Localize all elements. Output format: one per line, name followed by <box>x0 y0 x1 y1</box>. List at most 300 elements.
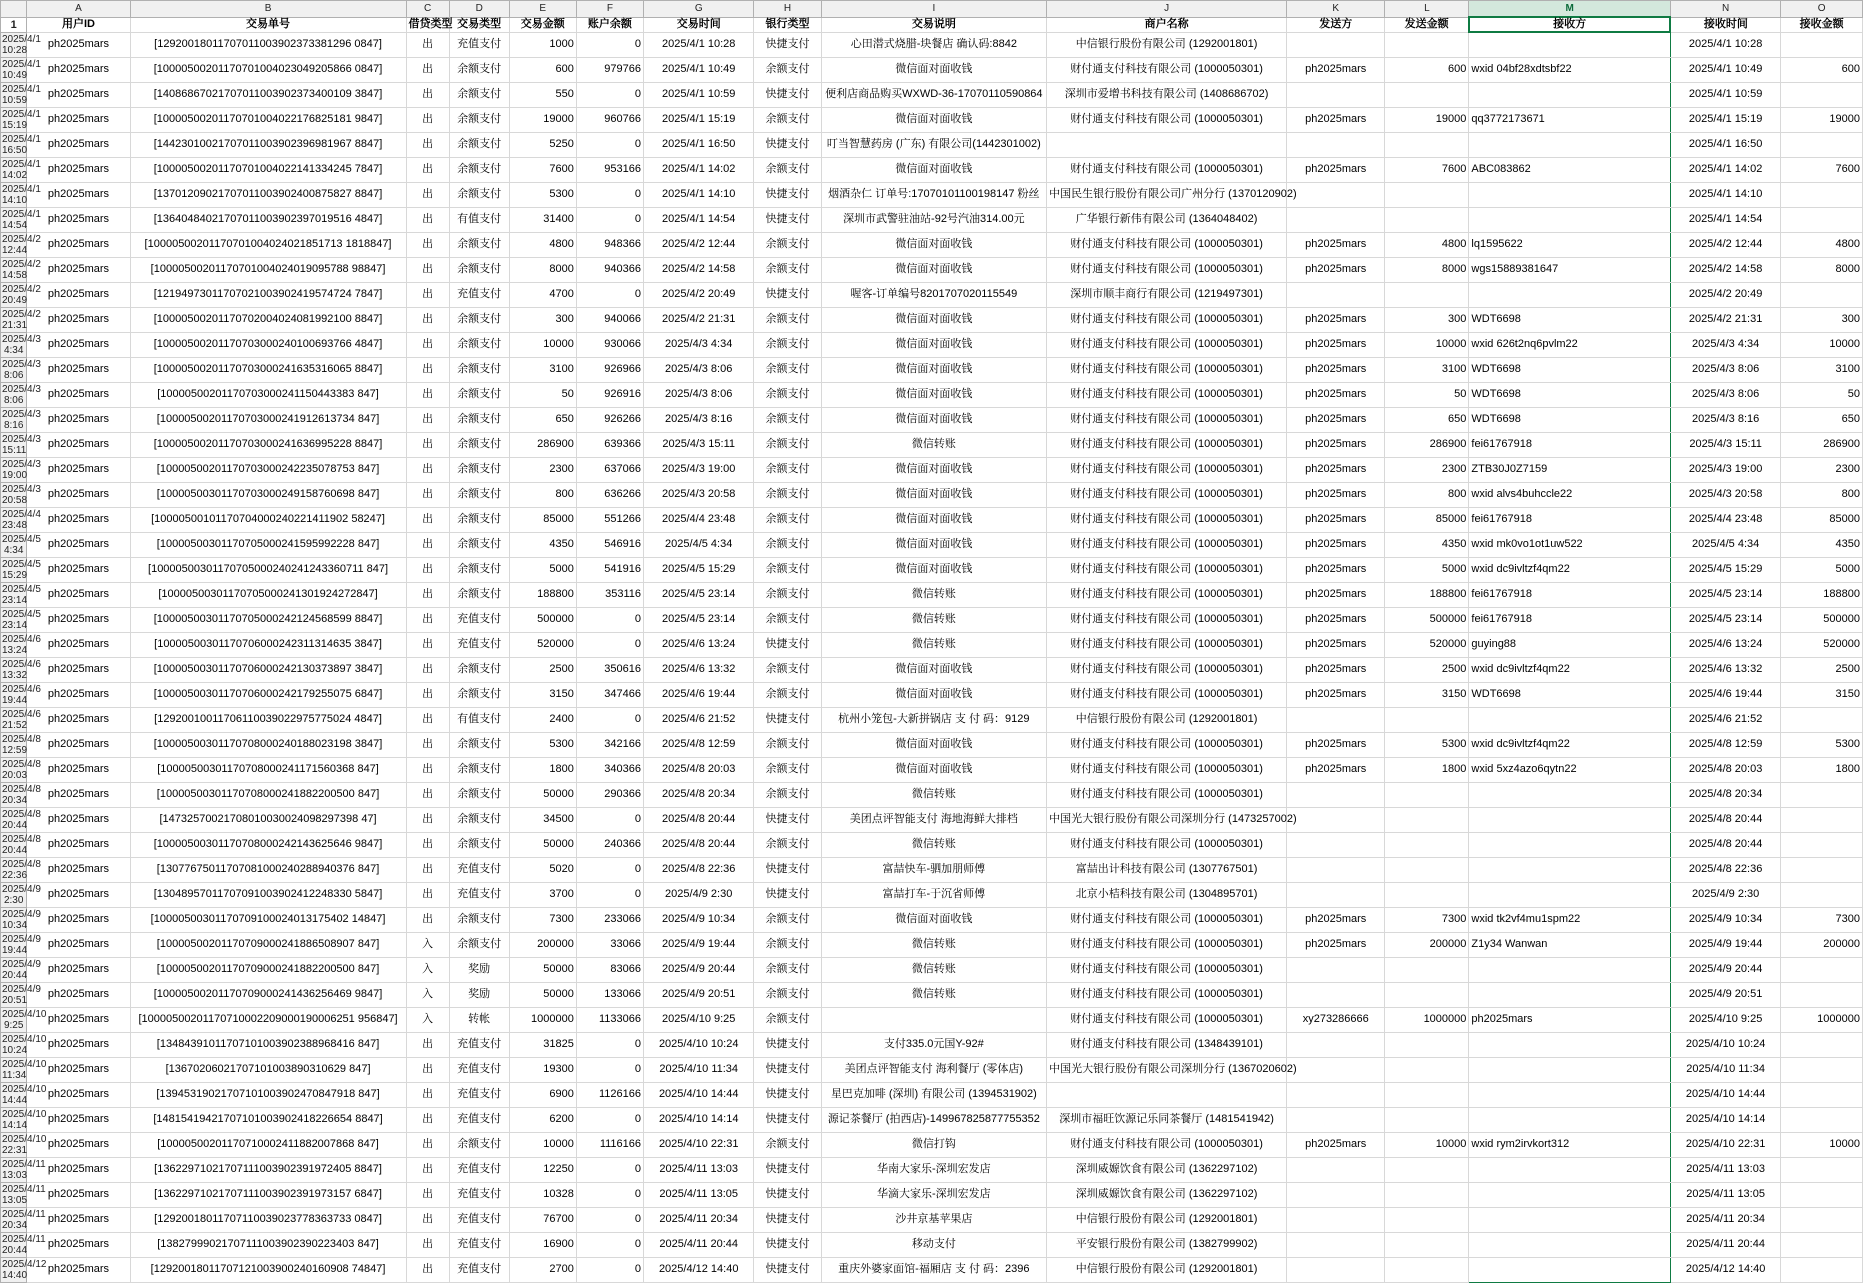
cell-M2025/4/11 13:03[interactable] <box>1469 1157 1671 1182</box>
cell-G2025/4/1 16:50[interactable]: 2025/4/1 16:50 <box>644 132 754 157</box>
cell-E2025/4/11 20:44[interactable]: 16900 <box>509 1232 576 1257</box>
cell-A2025/4/8 12:59[interactable]: ph2025mars <box>27 732 130 757</box>
cell-A2025/4/4 23:48[interactable]: ph2025mars <box>27 507 130 532</box>
cell-I2025/4/9 19:44[interactable]: 微信转账 <box>821 932 1047 957</box>
cell-D2025/4/10 9:25[interactable]: 转帐 <box>449 1007 509 1032</box>
table-row[interactable] <box>1 557 1863 582</box>
table-row[interactable] <box>1 1257 1863 1282</box>
cell-A2025/4/1 14:10[interactable]: ph2025mars <box>27 182 130 207</box>
cell-J2025/4/3 20:58[interactable]: 财付通支付科技有限公司 (1000050301) <box>1047 482 1287 507</box>
cell-B2025/4/5 23:14[interactable]: [10000500301170705000241301924272847] <box>130 582 406 607</box>
cell-G2025/4/9 20:51[interactable]: 2025/4/9 20:51 <box>644 982 754 1007</box>
cell-J2025/4/9 19:44[interactable]: 财付通支付科技有限公司 (1000050301) <box>1047 932 1287 957</box>
cell-H2025/4/3 4:34[interactable]: 余额支付 <box>754 332 821 357</box>
cell-K2025/4/11 20:34[interactable] <box>1287 1207 1385 1232</box>
cell-J2025/4/2 14:58[interactable]: 财付通支付科技有限公司 (1000050301) <box>1047 257 1287 282</box>
cell-E2025/4/9 20:51[interactable]: 50000 <box>509 982 576 1007</box>
row-header-2025/4/3 8:06[interactable]: 2025/4/3 8:06 <box>2 383 41 406</box>
cell-M2025/4/12 14:40[interactable] <box>1469 1257 1671 1282</box>
cell-D2025/4/1 16:50[interactable]: 余额支付 <box>449 132 509 157</box>
table-row[interactable] <box>1 432 1863 457</box>
cell-C2025/4/10 9:25[interactable]: 入 <box>406 1007 449 1032</box>
cell-K2025/4/8 12:59[interactable]: ph2025mars <box>1287 732 1385 757</box>
cell-I2025/4/3 8:16[interactable]: 微信面对面收钱 <box>821 407 1047 432</box>
cell-I2025/4/9 2:30[interactable]: 富喆打车-于沉省师傅 <box>821 882 1047 907</box>
cell-N2025/4/8 22:36[interactable]: 2025/4/8 22:36 <box>1670 857 1780 882</box>
cell-J2025/4/1 14:02[interactable]: 财付通支付科技有限公司 (1000050301) <box>1047 157 1287 182</box>
cell-I2025/4/1 16:50[interactable]: 叮当智慧药房 (广东) 有限公司(1442301002) <box>821 132 1047 157</box>
cell-E2025/4/10 10:24[interactable]: 31825 <box>509 1032 576 1057</box>
cell-F2025/4/2 21:31[interactable]: 940066 <box>576 307 643 332</box>
row-header-2025/4/8 20:44[interactable]: 2025/4/8 20:44 <box>2 833 41 856</box>
cell-E2025/4/1 10:59[interactable]: 550 <box>509 82 576 107</box>
cell-K2025/4/4 23:48[interactable]: ph2025mars <box>1287 507 1385 532</box>
cell-H2025/4/1 10:49[interactable]: 余额支付 <box>754 57 821 82</box>
cell-C2025/4/2 14:58[interactable]: 出 <box>406 257 449 282</box>
cell-F2025/4/10 10:24[interactable]: 0 <box>576 1032 643 1057</box>
cell-K2025/4/3 8:06[interactable]: ph2025mars <box>1287 382 1385 407</box>
cell-O2025/4/9 19:44[interactable]: 200000 <box>1781 932 1863 957</box>
cell-G2025/4/1 10:59[interactable]: 2025/4/1 10:59 <box>644 82 754 107</box>
cell-G2025/4/11 20:44[interactable]: 2025/4/11 20:44 <box>644 1232 754 1257</box>
cell-N2025/4/3 8:16[interactable]: 2025/4/3 8:16 <box>1670 407 1780 432</box>
cell-F2025/4/1 10:28[interactable]: 0 <box>576 32 643 57</box>
cell-F2025/4/11 13:05[interactable]: 0 <box>576 1182 643 1207</box>
cell-G2025/4/1 10:28[interactable]: 2025/4/1 10:28 <box>644 32 754 57</box>
cell-J2025/4/10 14:44[interactable] <box>1047 1082 1287 1107</box>
cell-L2025/4/1 10:49[interactable]: 600 <box>1385 57 1469 82</box>
cell-L2025/4/6 13:24[interactable]: 520000 <box>1385 632 1469 657</box>
cell-E2025/4/10 9:25[interactable]: 1000000 <box>509 1007 576 1032</box>
cell-J2025/4/8 20:44[interactable]: 财付通支付科技有限公司 (1000050301) <box>1047 832 1287 857</box>
cell-B2025/4/1 10:28[interactable]: [12920018011707011003902373381296 0847] <box>130 32 406 57</box>
cell-H2025/4/1 14:54[interactable]: 快捷支付 <box>754 207 821 232</box>
table-row[interactable] <box>1 157 1863 182</box>
cell-L2025/4/10 14:44[interactable] <box>1385 1082 1469 1107</box>
cell-G2025/4/8 20:44[interactable]: 2025/4/8 20:44 <box>644 807 754 832</box>
table-row[interactable] <box>1 682 1863 707</box>
cell-N2025/4/1 10:59[interactable]: 2025/4/1 10:59 <box>1670 82 1780 107</box>
cell-E2025/4/9 19:44[interactable]: 200000 <box>509 932 576 957</box>
cell-J2025/4/3 15:11[interactable]: 财付通支付科技有限公司 (1000050301) <box>1047 432 1287 457</box>
cell-M2025/4/10 10:24[interactable] <box>1469 1032 1671 1057</box>
cell-N2025/4/5 15:29[interactable]: 2025/4/5 15:29 <box>1670 557 1780 582</box>
cell-J2025/4/1 10:59[interactable]: 深圳市爱增书科技有限公司 (1408686702) <box>1047 82 1287 107</box>
cell-G2025/4/1 10:49[interactable]: 2025/4/1 10:49 <box>644 57 754 82</box>
cell-K2025/4/1 15:19[interactable]: ph2025mars <box>1287 107 1385 132</box>
cell-F2025/4/5 23:14[interactable]: 0 <box>576 607 643 632</box>
cell-N2025/4/6 19:44[interactable]: 2025/4/6 19:44 <box>1670 682 1780 707</box>
cell-D2025/4/1 10:49[interactable]: 余额支付 <box>449 57 509 82</box>
cell-J2025/4/6 13:32[interactable]: 财付通支付科技有限公司 (1000050301) <box>1047 657 1287 682</box>
cell-K2025/4/9 20:44[interactable] <box>1287 957 1385 982</box>
row-header-2025/4/11 20:34[interactable]: 2025/4/11 20:34 <box>2 1208 46 1231</box>
cell-K2025/4/12 14:40[interactable] <box>1287 1257 1385 1282</box>
cell-N2025/4/10 10:24[interactable]: 2025/4/10 10:24 <box>1670 1032 1780 1057</box>
cell-M2025/4/9 10:34[interactable]: wxid tk2vf4mu1spm22 <box>1469 907 1671 932</box>
cell-H2025/4/6 13:32[interactable]: 余额支付 <box>754 657 821 682</box>
cell-B2025/4/5 4:34[interactable]: [10000500301170705000241595992228 847] <box>130 532 406 557</box>
column-header-m[interactable]: M <box>1469 1 1671 18</box>
cell-G2025/4/3 8:06[interactable]: 2025/4/3 8:06 <box>644 382 754 407</box>
cell-H2025/4/5 15:29[interactable]: 余额支付 <box>754 557 821 582</box>
cell-F2025/4/8 20:03[interactable]: 340366 <box>576 757 643 782</box>
cell-N2025/4/3 4:34[interactable]: 2025/4/3 4:34 <box>1670 332 1780 357</box>
cell-C2025/4/6 21:52[interactable]: 出 <box>406 707 449 732</box>
cell-B2025/4/1 14:02[interactable]: [10000500201170701004022141334245 7847] <box>130 157 406 182</box>
cell-G2025/4/6 13:24[interactable]: 2025/4/6 13:24 <box>644 632 754 657</box>
row-header-2025/4/1 14:10[interactable]: 2025/4/1 14:10 <box>2 183 41 206</box>
cell-H2025/4/9 2:30[interactable]: 快捷支付 <box>754 882 821 907</box>
cell-B2025/4/3 8:06[interactable]: [10000500201170703000241150443383 847] <box>130 382 406 407</box>
cell-O2025/4/2 14:58[interactable]: 8000 <box>1781 257 1863 282</box>
cell-M2025/4/11 20:44[interactable] <box>1469 1232 1671 1257</box>
cell-I2025/4/2 21:31[interactable]: 微信面对面收钱 <box>821 307 1047 332</box>
cell-A2025/4/1 14:54[interactable]: ph2025mars <box>27 207 130 232</box>
cell-B2025/4/6 19:44[interactable]: [10000500301170706000242179255075 6847] <box>130 682 406 707</box>
cell-J2025/4/9 10:34[interactable]: 财付通支付科技有限公司 (1000050301) <box>1047 907 1287 932</box>
cell-B2025/4/5 23:14[interactable]: [10000500301170705000242124568599 8847] <box>130 607 406 632</box>
cell-A2025/4/3 20:58[interactable]: ph2025mars <box>27 482 130 507</box>
row-header-2025/4/6 19:44[interactable]: 2025/4/6 19:44 <box>2 683 41 706</box>
cell-F2025/4/1 10:59[interactable]: 0 <box>576 82 643 107</box>
cell-A2025/4/6 13:32[interactable]: ph2025mars <box>27 657 130 682</box>
row-header-2025/4/11 20:44[interactable]: 2025/4/11 20:44 <box>2 1233 46 1256</box>
cell-A2025/4/2 21:31[interactable]: ph2025mars <box>27 307 130 332</box>
cell-M2025/4/1 10:59[interactable] <box>1469 82 1671 107</box>
cell-E2025/4/8 20:44[interactable]: 34500 <box>509 807 576 832</box>
cell-O2025/4/5 4:34[interactable]: 4350 <box>1781 532 1863 557</box>
cell-C2025/4/6 13:32[interactable]: 出 <box>406 657 449 682</box>
cell-B2025/4/3 4:34[interactable]: [10000500201170703000240100693766 4847] <box>130 332 406 357</box>
cell-K2025/4/1 14:02[interactable]: ph2025mars <box>1287 157 1385 182</box>
cell-C2025/4/11 20:34[interactable]: 出 <box>406 1207 449 1232</box>
cell-G2025/4/8 20:03[interactable]: 2025/4/8 20:03 <box>644 757 754 782</box>
cell-C2025/4/11 20:44[interactable]: 出 <box>406 1232 449 1257</box>
cell-N2025/4/1 16:50[interactable]: 2025/4/1 16:50 <box>1670 132 1780 157</box>
cell-A2025/4/11 13:05[interactable]: ph2025mars <box>27 1182 130 1207</box>
cell-O2025/4/5 15:29[interactable]: 5000 <box>1781 557 1863 582</box>
select-all-corner[interactable] <box>1 1 27 18</box>
cell-G2025/4/1 14:54[interactable]: 2025/4/1 14:54 <box>644 207 754 232</box>
row-header-2025/4/6 13:24[interactable]: 2025/4/6 13:24 <box>2 633 41 656</box>
cell-I2025/4/1 10:28[interactable]: 心田潜式烧腊-块餐店 确认码:8842 <box>821 32 1047 57</box>
cell-G2025/4/8 20:44[interactable]: 2025/4/8 20:44 <box>644 832 754 857</box>
cell-C2025/4/5 23:14[interactable]: 出 <box>406 582 449 607</box>
cell-C2025/4/1 10:28[interactable]: 出 <box>406 32 449 57</box>
cell-C2025/4/3 8:06[interactable]: 出 <box>406 357 449 382</box>
column-header-o[interactable]: O <box>1781 1 1863 18</box>
cell-K2025/4/6 13:24[interactable]: ph2025mars <box>1287 632 1385 657</box>
cell-E2025/4/10 14:44[interactable]: 6900 <box>509 1082 576 1107</box>
cell-K2025/4/2 14:58[interactable]: ph2025mars <box>1287 257 1385 282</box>
column-header-a[interactable]: A <box>27 1 130 18</box>
cell-N2025/4/10 11:34[interactable]: 2025/4/10 11:34 <box>1670 1057 1780 1082</box>
cell-H2025/4/11 13:05[interactable]: 快捷支付 <box>754 1182 821 1207</box>
cell-O2025/4/9 2:30[interactable] <box>1781 882 1863 907</box>
cell-A2025/4/11 20:34[interactable]: ph2025mars <box>27 1207 130 1232</box>
cell-G2025/4/3 20:58[interactable]: 2025/4/3 20:58 <box>644 482 754 507</box>
cell-A2025/4/6 19:44[interactable]: ph2025mars <box>27 682 130 707</box>
cell-K2025/4/3 19:00[interactable]: ph2025mars <box>1287 457 1385 482</box>
cell-B2025/4/8 20:34[interactable]: [10000500301170708000241882200500 847] <box>130 782 406 807</box>
cell-G2025/4/4 23:48[interactable]: 2025/4/4 23:48 <box>644 507 754 532</box>
cell-N2025/4/5 23:14[interactable]: 2025/4/5 23:14 <box>1670 607 1780 632</box>
cell-F2025/4/10 14:44[interactable]: 1126166 <box>576 1082 643 1107</box>
header-cell-f[interactable]: 账户余额 <box>576 17 643 32</box>
cell-D2025/4/1 14:54[interactable]: 有值支付 <box>449 207 509 232</box>
cell-D2025/4/9 2:30[interactable]: 充值支付 <box>449 882 509 907</box>
cell-D2025/4/8 22:36[interactable]: 充值支付 <box>449 857 509 882</box>
cell-K2025/4/1 10:28[interactable] <box>1287 32 1385 57</box>
cell-B2025/4/8 20:44[interactable]: [10000500301170708000242143625646 9847] <box>130 832 406 857</box>
cell-D2025/4/2 14:58[interactable]: 余额支付 <box>449 257 509 282</box>
cell-G2025/4/3 19:00[interactable]: 2025/4/3 19:00 <box>644 457 754 482</box>
cell-J2025/4/6 19:44[interactable]: 财付通支付科技有限公司 (1000050301) <box>1047 682 1287 707</box>
cell-M2025/4/1 14:54[interactable] <box>1469 207 1671 232</box>
row-header-2025/4/1 14:54[interactable]: 2025/4/1 14:54 <box>2 208 41 231</box>
cell-C2025/4/12 14:40[interactable]: 出 <box>406 1257 449 1282</box>
table-row[interactable] <box>1 1032 1863 1057</box>
column-header-c[interactable]: C <box>406 1 449 18</box>
cell-F2025/4/6 13:32[interactable]: 350616 <box>576 657 643 682</box>
cell-L2025/4/10 10:24[interactable] <box>1385 1032 1469 1057</box>
cell-D2025/4/1 10:59[interactable]: 余额支付 <box>449 82 509 107</box>
cell-H2025/4/9 19:44[interactable]: 余额支付 <box>754 932 821 957</box>
cell-H2025/4/8 20:03[interactable]: 余额支付 <box>754 757 821 782</box>
table-row[interactable] <box>1 832 1863 857</box>
table-row[interactable] <box>1 1082 1863 1107</box>
cell-A2025/4/10 14:44[interactable]: ph2025mars <box>27 1082 130 1107</box>
cell-B2025/4/1 16:50[interactable]: [14423010021707011003902396981967 8847] <box>130 132 406 157</box>
cell-E2025/4/5 23:14[interactable]: 500000 <box>509 607 576 632</box>
table-row[interactable] <box>1 782 1863 807</box>
cell-I2025/4/8 20:34[interactable]: 微信转账 <box>821 782 1047 807</box>
cell-F2025/4/2 12:44[interactable]: 948366 <box>576 232 643 257</box>
table-row[interactable] <box>1 307 1863 332</box>
cell-O2025/4/10 22:31[interactable]: 10000 <box>1781 1132 1863 1157</box>
cell-G2025/4/2 14:58[interactable]: 2025/4/2 14:58 <box>644 257 754 282</box>
cell-G2025/4/10 14:14[interactable]: 2025/4/10 14:14 <box>644 1107 754 1132</box>
cell-N2025/4/11 13:05[interactable]: 2025/4/11 13:05 <box>1670 1182 1780 1207</box>
table-row[interactable] <box>1 1157 1863 1182</box>
header-cell-m[interactable]: 接收方 <box>1469 17 1671 32</box>
cell-K2025/4/3 8:16[interactable]: ph2025mars <box>1287 407 1385 432</box>
cell-A2025/4/9 20:44[interactable]: ph2025mars <box>27 957 130 982</box>
cell-C2025/4/1 14:54[interactable]: 出 <box>406 207 449 232</box>
cell-K2025/4/3 20:58[interactable]: ph2025mars <box>1287 482 1385 507</box>
cell-J2025/4/9 2:30[interactable]: 北京小桔科技有限公司 (1304895701) <box>1047 882 1287 907</box>
table-row[interactable] <box>1 632 1863 657</box>
cell-E2025/4/9 20:44[interactable]: 50000 <box>509 957 576 982</box>
cell-K2025/4/3 4:34[interactable]: ph2025mars <box>1287 332 1385 357</box>
cell-N2025/4/10 22:31[interactable]: 2025/4/10 22:31 <box>1670 1132 1780 1157</box>
table-row[interactable] <box>1 482 1863 507</box>
cell-O2025/4/3 8:16[interactable]: 650 <box>1781 407 1863 432</box>
cell-B2025/4/1 10:59[interactable]: [14086867021707011003902373400109 3847] <box>130 82 406 107</box>
cell-M2025/4/6 13:24[interactable]: guying88 <box>1469 632 1671 657</box>
cell-O2025/4/5 23:14[interactable]: 188800 <box>1781 582 1863 607</box>
cell-C2025/4/8 12:59[interactable]: 出 <box>406 732 449 757</box>
header-cell-b[interactable]: 交易单号 <box>130 17 406 32</box>
cell-K2025/4/1 16:50[interactable] <box>1287 132 1385 157</box>
table-row[interactable] <box>1 707 1863 732</box>
cell-D2025/4/10 14:44[interactable]: 充值支付 <box>449 1082 509 1107</box>
cell-A2025/4/11 20:44[interactable]: ph2025mars <box>27 1232 130 1257</box>
cell-K2025/4/2 21:31[interactable]: ph2025mars <box>1287 307 1385 332</box>
cell-H2025/4/10 22:31[interactable]: 余额支付 <box>754 1132 821 1157</box>
cell-C2025/4/1 14:02[interactable]: 出 <box>406 157 449 182</box>
cell-G2025/4/1 14:02[interactable]: 2025/4/1 14:02 <box>644 157 754 182</box>
cell-E2025/4/10 14:14[interactable]: 6200 <box>509 1107 576 1132</box>
cell-L2025/4/4 23:48[interactable]: 85000 <box>1385 507 1469 532</box>
column-header-g[interactable]: G <box>644 1 754 18</box>
cell-N2025/4/8 12:59[interactable]: 2025/4/8 12:59 <box>1670 732 1780 757</box>
cell-M2025/4/3 4:34[interactable]: wxid 626t2nq6pvlm22 <box>1469 332 1671 357</box>
cell-D2025/4/3 8:06[interactable]: 余额支付 <box>449 382 509 407</box>
cell-L2025/4/3 19:00[interactable]: 2300 <box>1385 457 1469 482</box>
cell-L2025/4/6 13:32[interactable]: 2500 <box>1385 657 1469 682</box>
table-row[interactable] <box>1 232 1863 257</box>
cell-L2025/4/8 20:44[interactable] <box>1385 807 1469 832</box>
cell-O2025/4/1 10:49[interactable]: 600 <box>1781 57 1863 82</box>
row-header-2025/4/8 22:36[interactable]: 2025/4/8 22:36 <box>2 858 41 881</box>
cell-J2025/4/8 20:44[interactable]: 中国光大银行股份有限公司深圳分行 (1473257002) <box>1047 807 1287 832</box>
header-cell-h[interactable]: 银行类型 <box>754 17 821 32</box>
cell-F2025/4/3 20:58[interactable]: 636266 <box>576 482 643 507</box>
cell-M2025/4/5 15:29[interactable]: wxid dc9ivltzf4qm22 <box>1469 557 1671 582</box>
cell-A2025/4/9 19:44[interactable]: ph2025mars <box>27 932 130 957</box>
cell-L2025/4/8 20:44[interactable] <box>1385 832 1469 857</box>
cell-N2025/4/11 20:34[interactable]: 2025/4/11 20:34 <box>1670 1207 1780 1232</box>
cell-A2025/4/10 11:34[interactable]: ph2025mars <box>27 1057 130 1082</box>
cell-L2025/4/1 15:19[interactable]: 19000 <box>1385 107 1469 132</box>
cell-C2025/4/5 23:14[interactable]: 出 <box>406 607 449 632</box>
cell-B2025/4/11 20:44[interactable]: [13827999021707111003902390223403 847] <box>130 1232 406 1257</box>
row-header-2025/4/11 13:05[interactable]: 2025/4/11 13:05 <box>2 1183 46 1206</box>
cell-O2025/4/8 12:59[interactable]: 5300 <box>1781 732 1863 757</box>
row-header-2025/4/1 15:19[interactable]: 2025/4/1 15:19 <box>2 108 41 131</box>
cell-N2025/4/8 20:44[interactable]: 2025/4/8 20:44 <box>1670 807 1780 832</box>
cell-H2025/4/8 12:59[interactable]: 余额支付 <box>754 732 821 757</box>
cell-D2025/4/3 4:34[interactable]: 余额支付 <box>449 332 509 357</box>
cell-H2025/4/10 14:44[interactable]: 快捷支付 <box>754 1082 821 1107</box>
cell-B2025/4/10 14:44[interactable]: [13945319021707101003902470847918 847] <box>130 1082 406 1107</box>
cell-D2025/4/12 14:40[interactable]: 充值支付 <box>449 1257 509 1282</box>
cell-F2025/4/11 13:03[interactable]: 0 <box>576 1157 643 1182</box>
cell-M2025/4/5 23:14[interactable]: fei61767918 <box>1469 582 1671 607</box>
cell-D2025/4/1 14:10[interactable]: 余额支付 <box>449 182 509 207</box>
column-header-j[interactable]: J <box>1047 1 1287 18</box>
cell-G2025/4/5 23:14[interactable]: 2025/4/5 23:14 <box>644 582 754 607</box>
cell-J2025/4/4 23:48[interactable]: 财付通支付科技有限公司 (1000050301) <box>1047 507 1287 532</box>
cell-O2025/4/1 15:19[interactable]: 19000 <box>1781 107 1863 132</box>
cell-B2025/4/10 10:24[interactable]: [13484391011707101003902388968416 847] <box>130 1032 406 1057</box>
cell-K2025/4/8 20:44[interactable] <box>1287 832 1385 857</box>
row-header-2025/4/11 13:03[interactable]: 2025/4/11 13:03 <box>2 1158 46 1181</box>
cell-M2025/4/1 16:50[interactable] <box>1469 132 1671 157</box>
cell-I2025/4/2 20:49[interactable]: 喔客-订单编号8201707020115549 <box>821 282 1047 307</box>
cell-K2025/4/9 20:51[interactable] <box>1287 982 1385 1007</box>
cell-H2025/4/10 14:14[interactable]: 快捷支付 <box>754 1107 821 1132</box>
cell-H2025/4/4 23:48[interactable]: 余额支付 <box>754 507 821 532</box>
cell-F2025/4/1 16:50[interactable]: 0 <box>576 132 643 157</box>
row-header-2025/4/1 10:49[interactable]: 2025/4/1 10:49 <box>2 58 41 81</box>
cell-H2025/4/1 10:28[interactable]: 快捷支付 <box>754 32 821 57</box>
cell-F2025/4/8 20:44[interactable]: 240366 <box>576 832 643 857</box>
cell-E2025/4/2 14:58[interactable]: 8000 <box>509 257 576 282</box>
cell-B2025/4/11 13:05[interactable]: [13622971021707111003902391973157 6847] <box>130 1182 406 1207</box>
cell-A2025/4/3 19:00[interactable]: ph2025mars <box>27 457 130 482</box>
cell-O2025/4/5 23:14[interactable]: 500000 <box>1781 607 1863 632</box>
cell-D2025/4/5 23:14[interactable]: 充值支付 <box>449 607 509 632</box>
cell-F2025/4/1 15:19[interactable]: 960766 <box>576 107 643 132</box>
table-row[interactable] <box>1 1107 1863 1132</box>
cell-E2025/4/6 19:44[interactable]: 3150 <box>509 682 576 707</box>
cell-M2025/4/9 20:51[interactable] <box>1469 982 1671 1007</box>
cell-I2025/4/6 13:24[interactable]: 微信转账 <box>821 632 1047 657</box>
cell-N2025/4/12 14:40[interactable]: 2025/4/12 14:40 <box>1670 1257 1780 1282</box>
cell-I2025/4/8 20:44[interactable]: 美团点评智能支付 海地海鲜大排档 <box>821 807 1047 832</box>
cell-J2025/4/8 20:03[interactable]: 财付通支付科技有限公司 (1000050301) <box>1047 757 1287 782</box>
cell-A2025/4/8 22:36[interactable]: ph2025mars <box>27 857 130 882</box>
cell-A2025/4/10 10:24[interactable]: ph2025mars <box>27 1032 130 1057</box>
cell-O2025/4/1 14:54[interactable] <box>1781 207 1863 232</box>
cell-F2025/4/10 14:14[interactable]: 0 <box>576 1107 643 1132</box>
cell-M2025/4/3 19:00[interactable]: ZTB30J0Z7159 <box>1469 457 1671 482</box>
cell-K2025/4/5 23:14[interactable]: ph2025mars <box>1287 607 1385 632</box>
cell-H2025/4/1 16:50[interactable]: 快捷支付 <box>754 132 821 157</box>
cell-G2025/4/6 19:44[interactable]: 2025/4/6 19:44 <box>644 682 754 707</box>
cell-C2025/4/9 2:30[interactable]: 出 <box>406 882 449 907</box>
cell-O2025/4/8 20:44[interactable] <box>1781 807 1863 832</box>
cell-O2025/4/3 8:06[interactable]: 3100 <box>1781 357 1863 382</box>
cell-K2025/4/10 10:24[interactable] <box>1287 1032 1385 1057</box>
cell-D2025/4/2 12:44[interactable]: 余额支付 <box>449 232 509 257</box>
cell-D2025/4/10 10:24[interactable]: 充值支付 <box>449 1032 509 1057</box>
table-row[interactable] <box>1 332 1863 357</box>
cell-A2025/4/10 9:25[interactable]: ph2025mars <box>27 1007 130 1032</box>
cell-F2025/4/3 8:06[interactable]: 926966 <box>576 357 643 382</box>
cell-B2025/4/5 15:29[interactable]: [10000500301170705000240241243360711 847] <box>130 557 406 582</box>
cell-H2025/4/6 21:52[interactable]: 快捷支付 <box>754 707 821 732</box>
cell-B2025/4/9 10:34[interactable]: [10000500301170709100024013175402 14847] <box>130 907 406 932</box>
cell-C2025/4/8 20:44[interactable]: 出 <box>406 807 449 832</box>
cell-C2025/4/10 10:24[interactable]: 出 <box>406 1032 449 1057</box>
cell-N2025/4/6 13:32[interactable]: 2025/4/6 13:32 <box>1670 657 1780 682</box>
cell-J2025/4/10 22:31[interactable]: 财付通支付科技有限公司 (1000050301) <box>1047 1132 1287 1157</box>
cell-E2025/4/8 20:03[interactable]: 1800 <box>509 757 576 782</box>
cell-M2025/4/3 20:58[interactable]: wxid alvs4buhccle22 <box>1469 482 1671 507</box>
row-header-2025/4/9 20:44[interactable]: 2025/4/9 20:44 <box>2 958 41 981</box>
cell-N2025/4/2 21:31[interactable]: 2025/4/2 21:31 <box>1670 307 1780 332</box>
cell-J2025/4/10 11:34[interactable]: 中国光大银行股份有限公司深圳分行 (1367020602) <box>1047 1057 1287 1082</box>
cell-E2025/4/11 13:03[interactable]: 12250 <box>509 1157 576 1182</box>
cell-N2025/4/3 8:06[interactable]: 2025/4/3 8:06 <box>1670 357 1780 382</box>
cell-J2025/4/2 20:49[interactable]: 深圳市顺丰商行有限公司 (1219497301) <box>1047 282 1287 307</box>
cell-L2025/4/9 10:34[interactable]: 7300 <box>1385 907 1469 932</box>
cell-I2025/4/1 15:19[interactable]: 微信面对面收钱 <box>821 107 1047 132</box>
cell-A2025/4/5 4:34[interactable]: ph2025mars <box>27 532 130 557</box>
cell-I2025/4/10 14:14[interactable]: 源记茶餐厅 (拍西店)-149967825877755352 <box>821 1107 1047 1132</box>
cell-N2025/4/1 14:54[interactable]: 2025/4/1 14:54 <box>1670 207 1780 232</box>
cell-M2025/4/2 14:58[interactable]: wgs15889381647 <box>1469 257 1671 282</box>
cell-E2025/4/8 20:34[interactable]: 50000 <box>509 782 576 807</box>
cell-J2025/4/3 8:06[interactable]: 财付通支付科技有限公司 (1000050301) <box>1047 382 1287 407</box>
cell-B2025/4/10 14:14[interactable]: [14815419421707101003902418226654 8847] <box>130 1107 406 1132</box>
cell-B2025/4/6 21:52[interactable]: [12920010011706110039022975775024 4847] <box>130 707 406 732</box>
cell-I2025/4/6 21:52[interactable]: 杭州小笼包-大新拼锅店 支 付 码：9129 <box>821 707 1047 732</box>
